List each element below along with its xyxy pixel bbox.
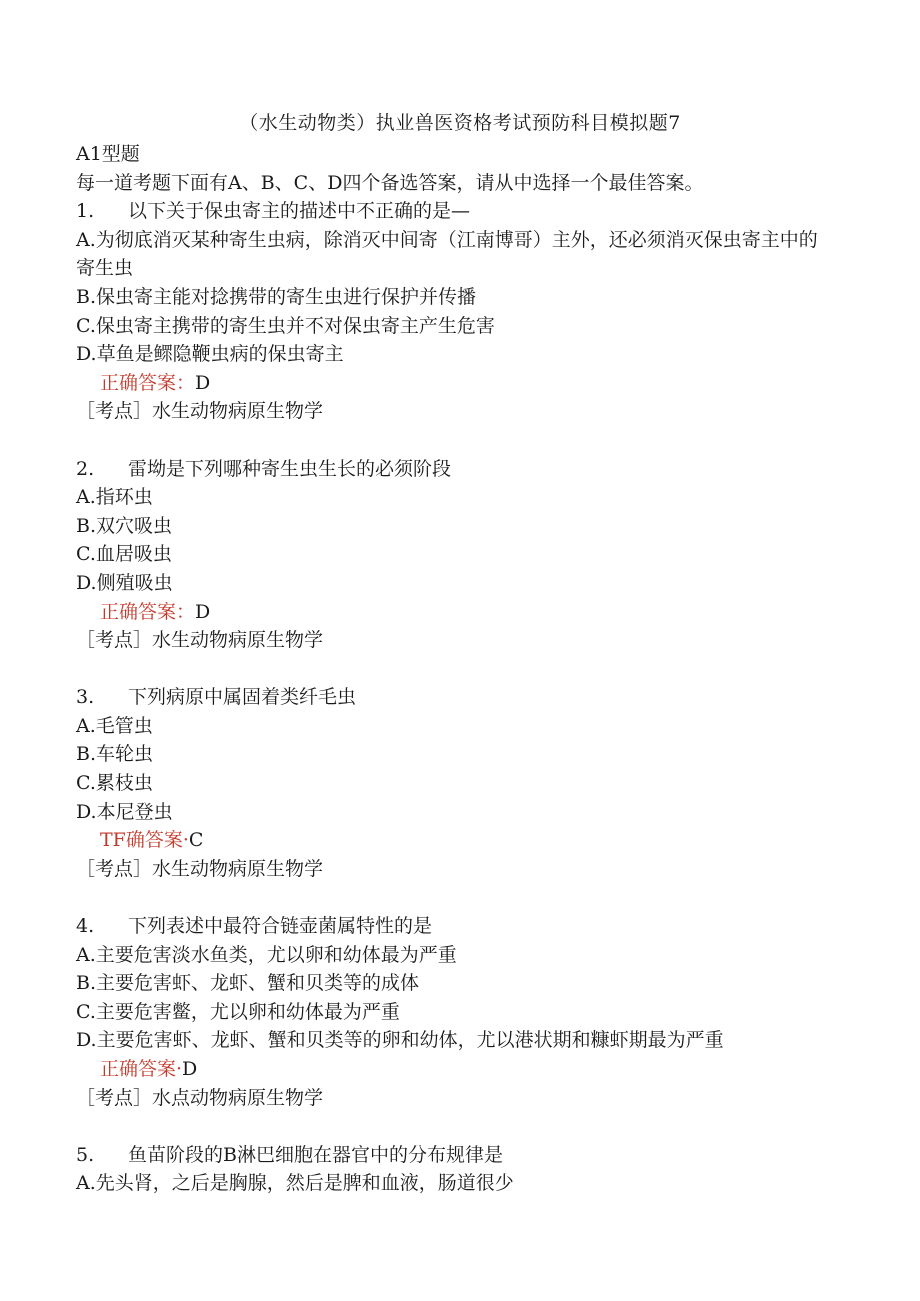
option-b: B.车轮虫 (76, 743, 154, 766)
question-2 (76, 455, 836, 684)
question-number: 1. (76, 200, 95, 223)
option-c: C.血居吸虫 (76, 543, 172, 566)
spacer (76, 426, 836, 455)
question-text: 雷坳是下列哪种寄生虫生长的必须阶段 (128, 457, 452, 480)
option-d: D.侧殖吸虫 (76, 571, 173, 594)
question-stem (76, 197, 836, 226)
question-4 (76, 912, 836, 1141)
question-text: 下列表述中最符合链壶菌属特性的是 (128, 915, 433, 938)
instructions: 每一道考题下面有A、B、C、D四个备选答案，请从中选择一个最佳答案。 (76, 171, 704, 194)
question-text: 以下关于保虫寄主的描述中不正确的是— (128, 200, 471, 223)
spacer (76, 1112, 836, 1141)
option-b: B.主要危害虾、龙虾、蟹和贝类等的成体 (76, 972, 420, 995)
question-stem (76, 683, 836, 712)
question-1 (76, 197, 836, 454)
option-d: D.本尼登虫 (76, 800, 173, 823)
option-c: C.累枝虫 (76, 772, 153, 795)
option-a: A.为彻底消灭某种寄生虫病，除消灭中间寄（江南博哥）主外，还必须消灭保虫寄主中的寄生虫 (76, 228, 818, 280)
answer-value: D (182, 1058, 198, 1080)
question-stem (76, 455, 836, 484)
question-number: 3. (76, 686, 95, 709)
answer-label: 正确答案· (100, 1058, 183, 1080)
question-text: 鱼苗阶段的B淋巴细胞在器官中的分布规律是 (128, 1143, 503, 1166)
answer-label: TF确答案· (100, 829, 189, 852)
option-d: D.主要危害虾、龙虾、蟹和贝类等的卵和幼体，尤以港状期和糠虾期最为严重 (76, 1029, 724, 1052)
option-b: B.双穴吸虫 (76, 514, 173, 537)
question-number: 2. (76, 457, 95, 480)
section-heading: A1型题 (76, 143, 140, 165)
question-text: 下列病原中属固着类纤毛虫 (128, 686, 357, 709)
option-a: A.先头肾，之后是胸腺，然后是脾和血液，肠道很少 (76, 1172, 514, 1195)
question-stem (76, 912, 836, 941)
option-c: C.主要危害鳖，尤以卵和幼体最为严重 (76, 1000, 400, 1023)
correct-answer (76, 598, 836, 627)
question-5 (76, 1141, 836, 1198)
answer-value: D (195, 600, 211, 623)
spacer (76, 655, 836, 684)
correct-answer (76, 1055, 836, 1084)
spacer (76, 883, 836, 912)
answer-label: 正确答案： (100, 371, 196, 394)
answer-label: 正确答案： (100, 600, 196, 623)
option-b: B.保虫寄主能对捻携带的寄生虫进行保护并传播 (76, 285, 477, 308)
option-a: A.毛管虫 (76, 714, 153, 737)
answer-value: C (188, 829, 204, 852)
option-c: C.保虫寄主携带的寄生虫并不对保虫寄主产生危害 (76, 314, 495, 337)
exam-point: ［考点］水生动物病原生物学 (76, 400, 324, 423)
document-title: （水生动物类）执业兽医资格考试预防科目模拟题7 (239, 112, 681, 134)
question-stem (76, 1141, 836, 1170)
option-d: D.草鱼是鳏隐鞭虫病的保虫寄主 (76, 343, 344, 366)
document-body (76, 140, 836, 1198)
correct-answer (76, 826, 836, 855)
option-a: A.主要危害淡水鱼类，尤以卵和幼体最为严重 (76, 943, 457, 966)
exam-point: ［考点］水生动物病原生物学 (76, 629, 324, 652)
exam-point: ［考点］水点动物病原生物学 (76, 1086, 324, 1109)
exam-point: ［考点］水生动物病原生物学 (76, 857, 324, 880)
question-number: 4. (76, 915, 95, 938)
answer-value: D (195, 371, 211, 394)
option-a: A.指环虫 (76, 486, 153, 509)
question-3 (76, 683, 836, 912)
correct-answer (76, 369, 836, 398)
question-number: 5. (76, 1143, 95, 1166)
